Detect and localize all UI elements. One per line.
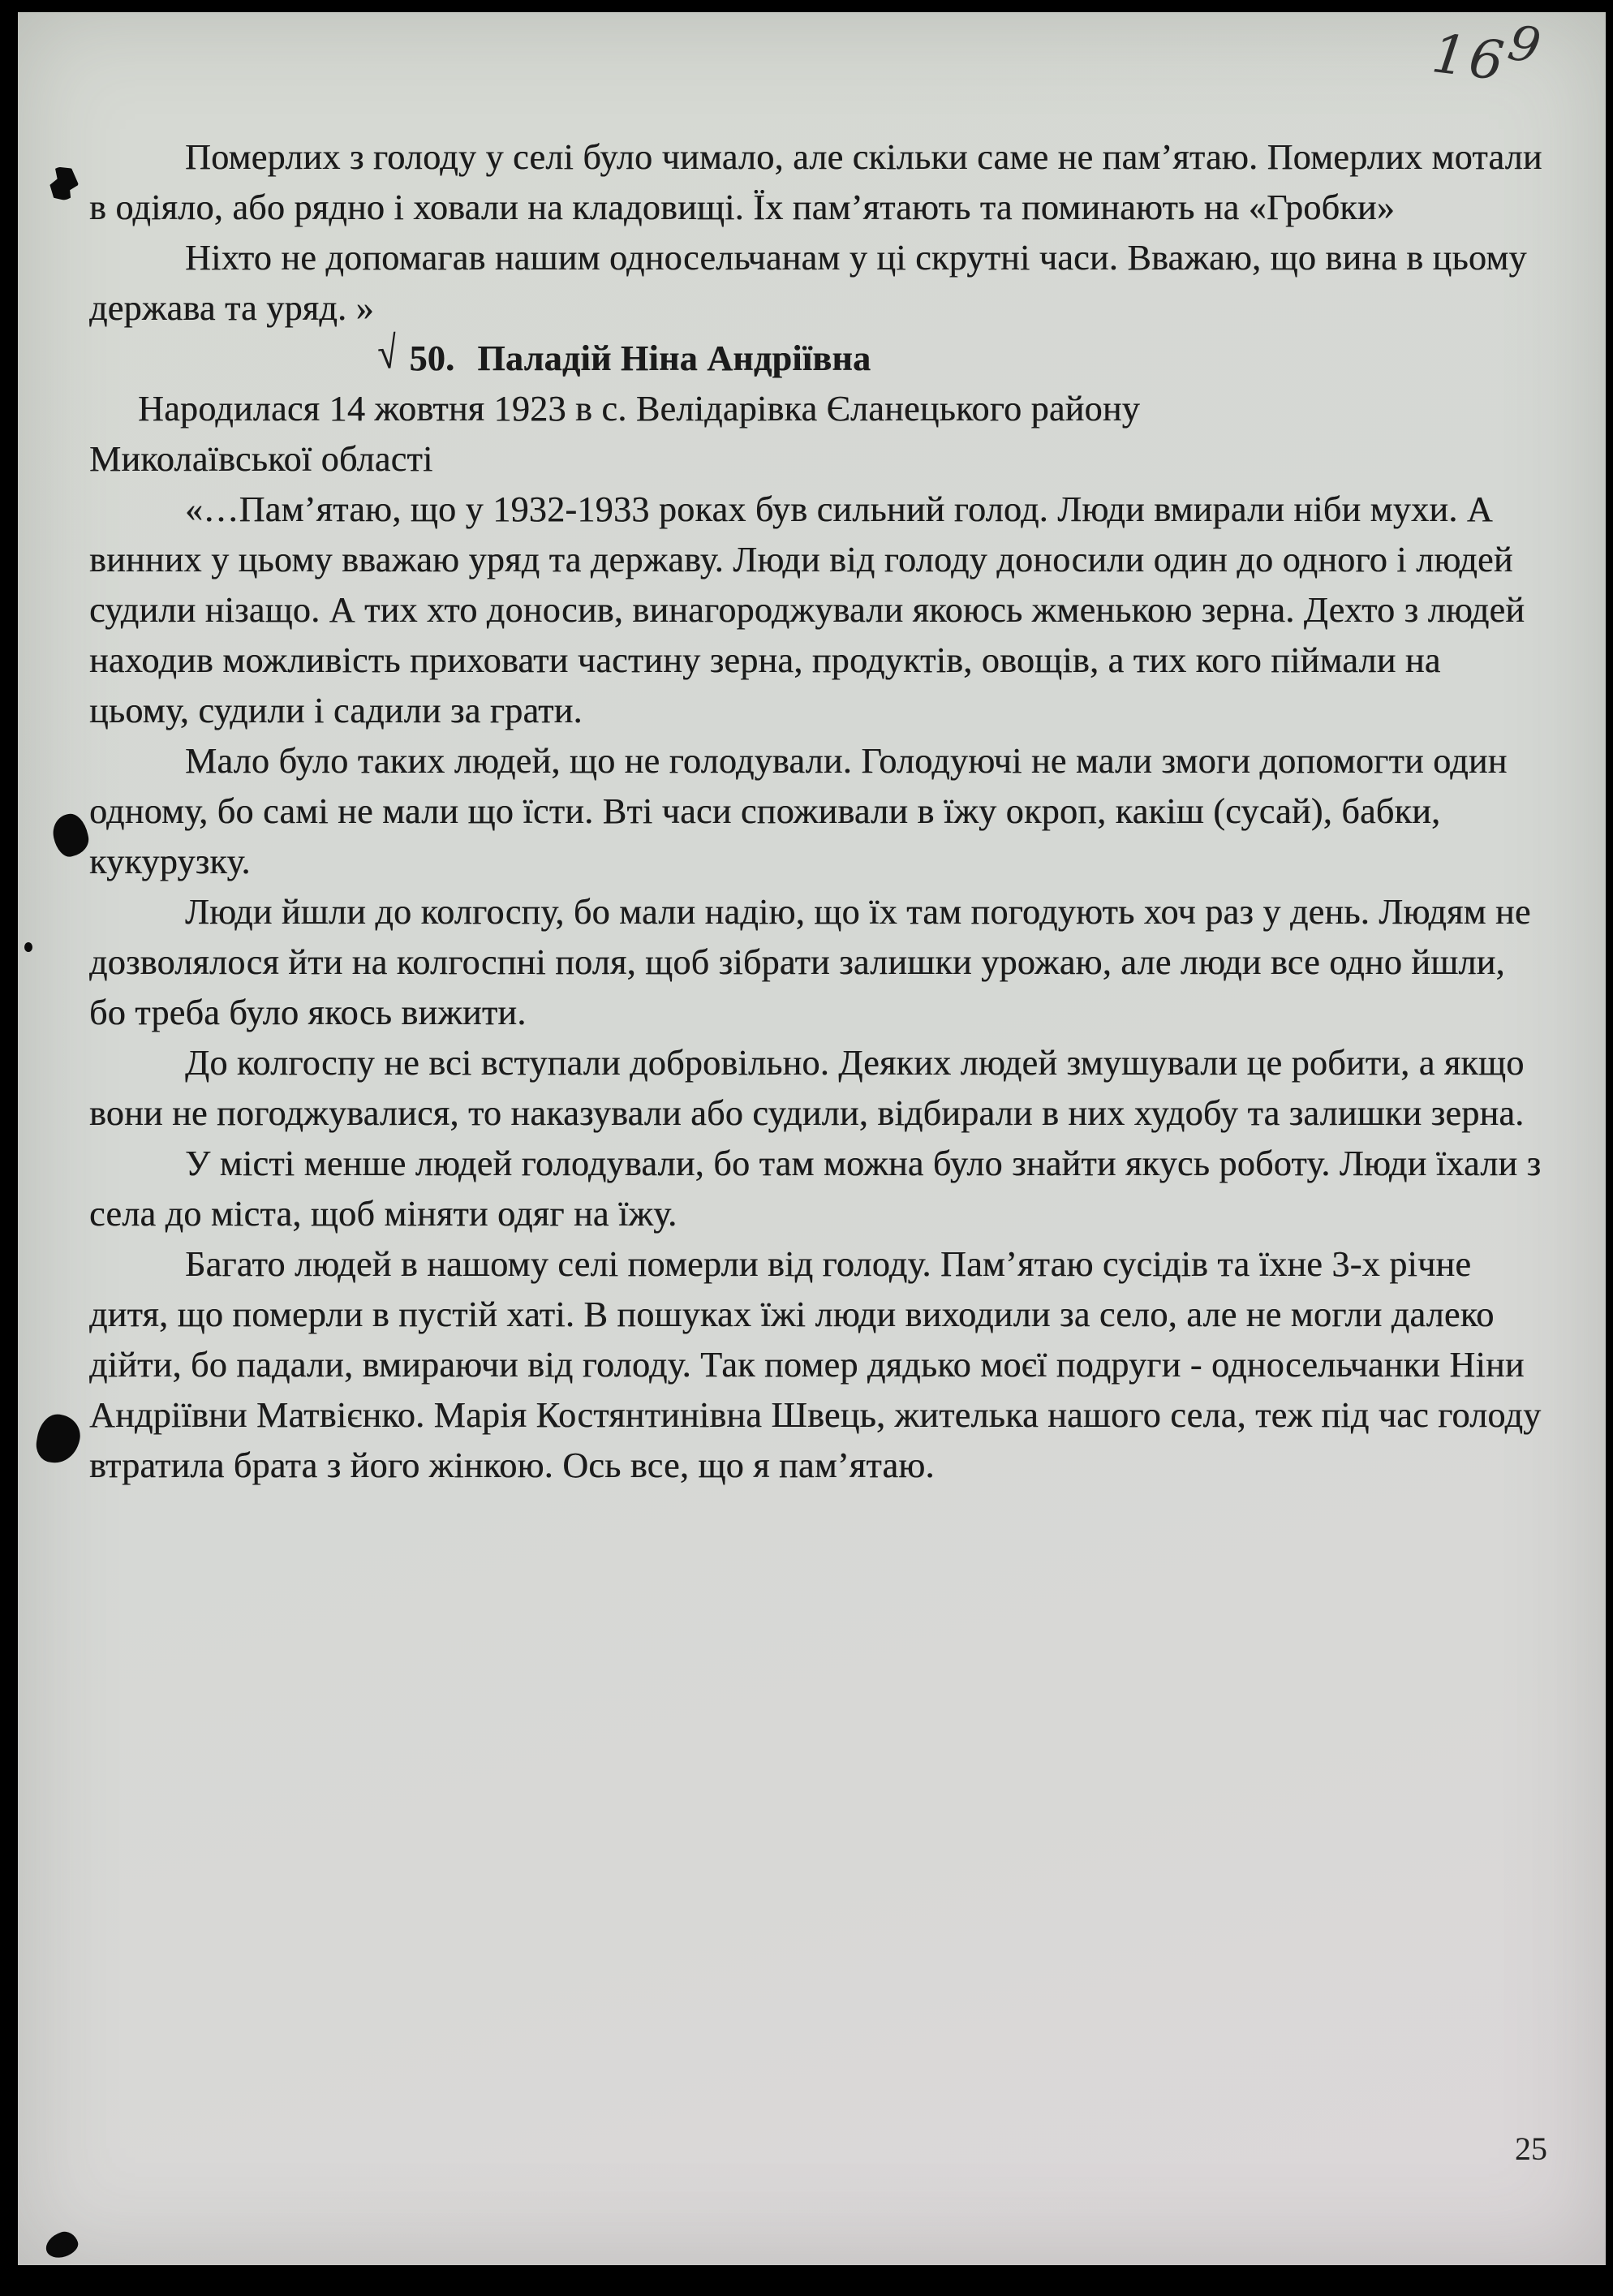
intro-paragraph: Ніхто не допомагав нашим односельчанам у ці скрутні часи. Вважаю, що вина в цьому держава та уряд. » [89,238,1527,328]
birth-info-region: Миколаївської області [89,439,433,479]
intro-paragraph: Померлих з голоду у селі було чимало, але скільки саме не пам’ятаю. Померлих мотали в одіяло, або рядно і ховали на кладовищі. Їх пам’ятають та поминають на «Гробки» [89,137,1542,227]
checkmark-icon: √ [375,327,401,379]
entry-heading [89,327,1549,384]
scan-bottom-shadow [0,2285,347,2296]
body-paragraph: Мало було таких людей, що не голодували. Голодуючі не мали змоги допомогти один одному, бо самі не мали що їсти. Вті часи споживали в їжу окроп, какіш (сусай), бабки, кукурузку. [89,741,1508,881]
body-paragraph: Люди йшли до колгоспу, бо мали надію, що їх там погодують хоч раз у день. Людям не дозволялося йти на колгоспні поля, щоб зібрати залишки урожаю, але люди все одно йшли, бо треба було якось вижити. [89,892,1531,1032]
document-page [18,12,1606,2265]
ink-speck [24,942,32,952]
body-paragraph: Багато людей в нашому селі померли від голоду. Пам’ятаю сусідів та їхне 3-х річне дитя, що померли в пустій хаті. В пошуках їжі люди виходили за село, але не могли далеко дійти, бо падали, вмираючи від голоду. Так помер дядько моєї подруги - односельчанки Ніни Андріївни Матвієнко. Марія Костянтинівна Швець, жителька нашого села, теж під час голоду втратила брата з його жінкою. Ось все, що я пам’ятаю. [89,1244,1542,1485]
body-paragraph: «…Пам’ятаю, що у 1932-1933 роках був сильний голод. Люди вмирали ніби мухи. А винних у цьому вважаю уряд та державу. Люди від голоду доносили один до одного і людей судили нізащо. А тих хто доносив, винагороджували якоюсь жменькою зерна. Дехто з людей находив можливість приховати частину зерна, продуктів, овощів, а тих кого піймали на цьому, судили і садили за грати. [89,489,1525,730]
entry-number: 50. [409,338,455,378]
page-number: 25 [1515,2130,1547,2167]
body-paragraph: До колгоспу не всі вступали добровільно. Деяких людей змушували це робити, а якщо вони не погоджувалися, то наказували або судили, відбирали в них худобу та залишки зерна. [89,1043,1525,1133]
page-text-block [18,12,1606,2265]
entry-name: Паладій Ніна Андріївна [477,338,871,378]
body-paragraph: У місті менше людей голодували, бо там можна було знайти якусь роботу. Люди їхали з села до міста, щоб міняти одяг на їжу. [89,1144,1542,1234]
birth-info-line: Народилася 14 жовтня 1923 в с. Велідарівка Єланецького району [138,389,1140,429]
folio-superscript: 9 [1503,14,1548,77]
folio-main: 16 [1428,22,1511,93]
